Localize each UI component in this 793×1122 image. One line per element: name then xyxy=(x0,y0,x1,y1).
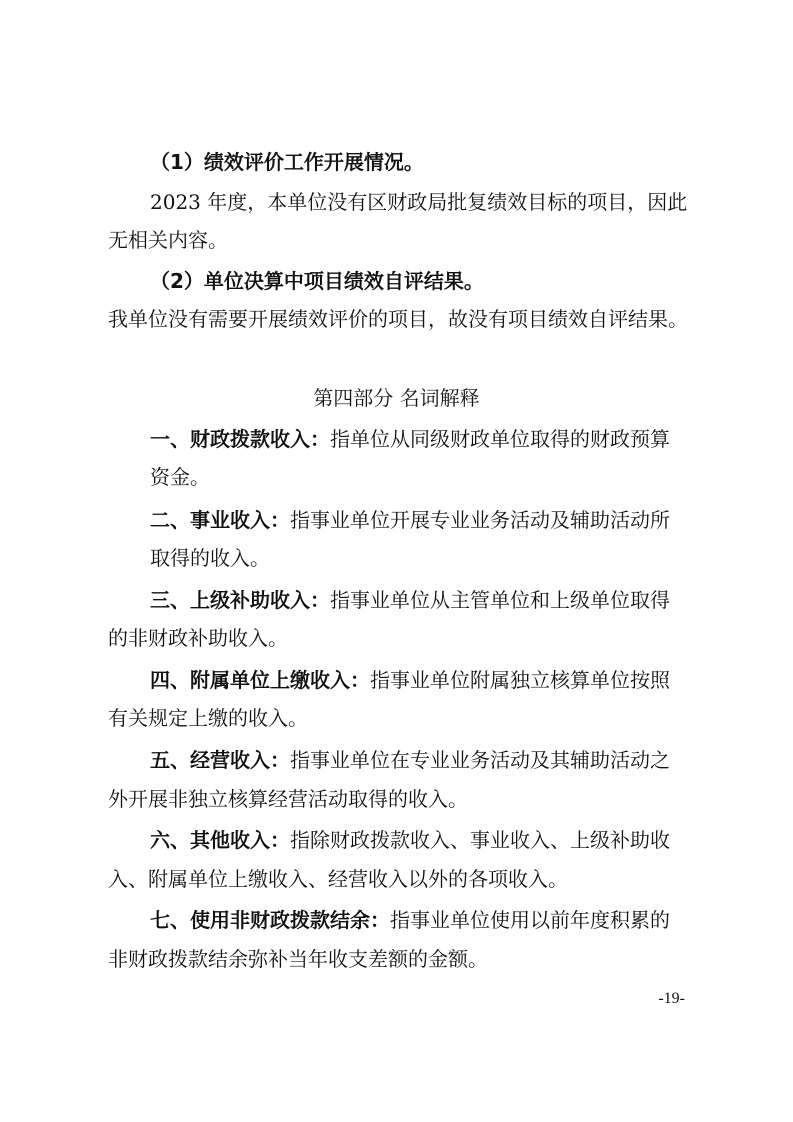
term-entry xyxy=(150,425,670,453)
paragraph-line: 我单位没有需要开展绩效评价的项目，故没有项目绩效自评结果。 xyxy=(108,307,688,331)
term-entry xyxy=(150,826,670,854)
term-entry xyxy=(150,906,670,934)
paragraph-line: 2023 年度，本单位没有区财政局批复绩效目标的项目，因此 xyxy=(150,190,688,214)
heading-performance-evaluation: （1）绩效评价工作开展情况。 xyxy=(150,150,424,174)
paragraph-line: 无相关内容。 xyxy=(108,228,228,252)
term-definition: 指事业单位开展专业业务活动及辅助活动所 xyxy=(290,508,670,532)
part-title: 第四部分 名词解释 xyxy=(313,386,480,410)
heading-self-evaluation-result: （2）单位决算中项目绩效自评结果。 xyxy=(150,269,484,293)
term-definition-continued: 资金。 xyxy=(150,465,210,489)
term-definition-continued: 外开展非独立核算经营活动取得的收入。 xyxy=(108,787,468,811)
term-definition-continued: 的非财政补助收入。 xyxy=(108,626,288,650)
term-definition: 指事业单位附属独立核算单位按照 xyxy=(370,668,670,692)
term-definition-continued: 有关规定上缴的收入。 xyxy=(108,706,308,730)
page-number: -19- xyxy=(658,990,685,1007)
term-entry xyxy=(150,586,670,614)
term-definition: 指除财政拨款收入、事业收入、上级补助收 xyxy=(290,828,670,852)
term-label: 四、附属单位上缴收入： xyxy=(150,668,370,692)
term-label: 七、使用非财政拨款结余： xyxy=(150,908,390,932)
term-label: 五、经营收入： xyxy=(150,748,290,772)
term-label: 二、事业收入： xyxy=(150,508,290,532)
term-definition: 指事业单位使用以前年度积累的 xyxy=(390,908,670,932)
term-entry xyxy=(150,506,670,534)
term-definition: 指事业单位从主管单位和上级单位取得 xyxy=(330,588,670,612)
term-label: 一、财政拨款收入： xyxy=(150,427,330,451)
term-definition: 指事业单位在专业业务活动及其辅助活动之 xyxy=(290,748,670,772)
term-entry xyxy=(150,746,670,774)
term-definition-continued: 入、附属单位上缴收入、经营收入以外的各项收入。 xyxy=(108,867,568,891)
term-definition: 指单位从同级财政单位取得的财政预算 xyxy=(330,427,670,451)
term-entry xyxy=(150,666,670,694)
term-label: 六、其他收入： xyxy=(150,828,290,852)
term-label: 三、上级补助收入： xyxy=(150,588,330,612)
term-definition-continued: 取得的收入。 xyxy=(150,546,270,570)
term-definition-continued: 非财政拨款结余弥补当年收支差额的金额。 xyxy=(108,947,488,971)
